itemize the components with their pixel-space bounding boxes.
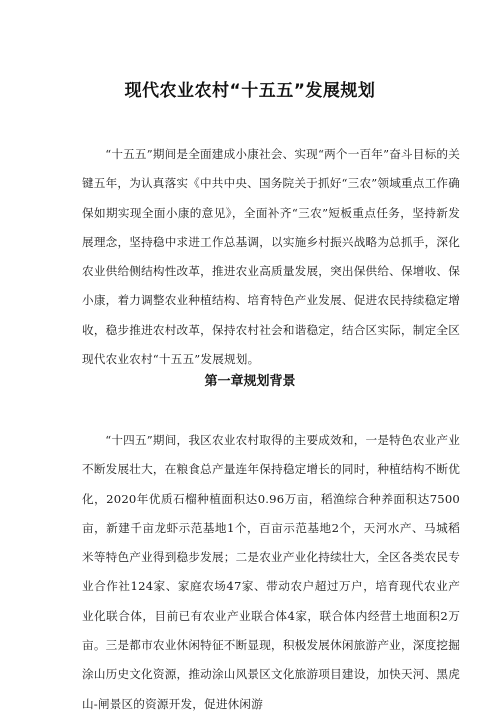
- document-title: 现代农业农村“十五五”发展规划: [124, 81, 376, 101]
- intro-paragraph: “十五五”期间是全面建成小康社会、实现“两个一百年”奋斗目标的关键五年，为认真落实《中共中央、国务院关于抓好“三农”领域重点工作确保如期实现全面小康的意见》，全面补齐“三农”短板重点任务，坚持新发展理念，坚持稳中求进工作总基调，以实施乡村振兴战略为总抓手，深化农业供给侧结构性改革，推进农业高质量发展，突出保供给、保增收、保小康，着力调整农业种植结构、培育特色产业发展、促进农民持续稳定增收，稳步推进农村改革，保持农村社会和谐稳定，结合区实际，制定全区现代农业农村“十五五”发展规划。: [82, 147, 460, 367]
- chapter-paragraph: “十四五”期间，我区农业农村取得的主要成效和，一是特色农业产业不断发展壮大，在粮食总产量连年保持稳定增长的同时，种植结构不断优化，2020年优质石榴种植面积达0.96万亩，稻渔综合种养面积达7500亩，新建千亩龙虾示范基地1个，百亩示范基地2个，天河水产、马城稻米等特色产业得到稳步发展；二是农业产业化持续壮大，全区各类农民专业合作社124家、家庭农场47家、带动农户超过万户，培育现代农业产业化联合体，目前已有农业产业联合体4家，联合体内经营土地面积2万亩。三是都市农业休闲特征不断显现，积极发展休闲旅游产业，深度挖掘涂山历史文化资源，推动涂山风景区文化旅游项目建设，加快天河、黑虎山-闸景区的资源开发，促进休闲游: [82, 433, 460, 711]
- chapter-heading: 第一章规划背景: [204, 374, 296, 389]
